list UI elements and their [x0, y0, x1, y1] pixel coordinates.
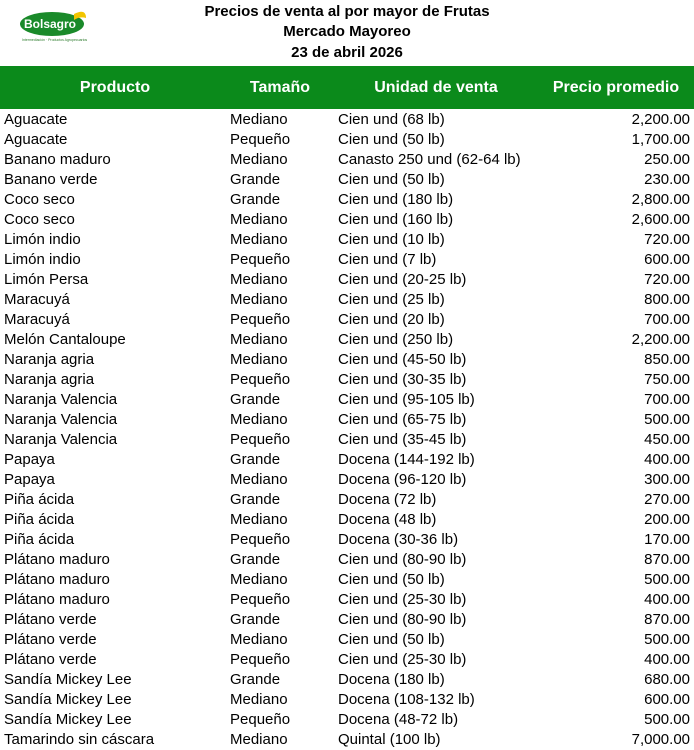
cell-producto: Sandía Mickey Lee	[4, 691, 132, 708]
cell-precio: 600.00	[644, 691, 690, 708]
cell-precio: 7,000.00	[631, 731, 690, 748]
cell-producto: Plátano verde	[4, 611, 97, 628]
cell-precio: 200.00	[644, 511, 690, 528]
cell-precio: 400.00	[644, 451, 690, 468]
cell-unidad: Cien und (50 lb)	[338, 131, 445, 148]
cell-producto: Limón indio	[4, 231, 81, 248]
table-row	[0, 270, 694, 290]
cell-tamano: Mediano	[230, 111, 288, 128]
cell-tamano: Grande	[230, 551, 281, 568]
cell-producto: Sandía Mickey Lee	[4, 671, 132, 688]
cell-precio: 400.00	[644, 591, 690, 608]
cell-unidad: Cien und (160 lb)	[338, 211, 454, 228]
cell-tamano: Mediano	[230, 151, 288, 168]
cell-precio: 680.00	[644, 671, 690, 688]
cell-producto: Banano maduro	[4, 151, 111, 168]
cell-precio: 600.00	[644, 251, 690, 268]
cell-producto: Piña ácida	[4, 531, 75, 548]
table-row	[0, 350, 694, 370]
cell-unidad: Cien und (80-90 lb)	[338, 611, 467, 628]
logo-tagline: Intermediación · Productos Agropecuarios	[22, 38, 88, 42]
cell-unidad: Cien und (25 lb)	[338, 291, 445, 308]
cell-tamano: Mediano	[230, 571, 288, 588]
cell-producto: Plátano maduro	[4, 571, 110, 588]
cell-producto: Naranja Valencia	[4, 391, 118, 408]
cell-producto: Coco seco	[4, 191, 75, 208]
table-row	[0, 490, 694, 510]
cell-unidad: Docena (72 lb)	[338, 491, 437, 508]
cell-unidad: Docena (48-72 lb)	[338, 711, 459, 728]
cell-producto: Tamarindo sin cáscara	[4, 731, 155, 748]
table-row	[0, 590, 694, 610]
table-row	[0, 430, 694, 450]
cell-tamano: Pequeño	[230, 591, 291, 608]
cell-producto: Piña ácida	[4, 491, 75, 508]
cell-precio: 250.00	[644, 151, 690, 168]
cell-unidad: Cien und (50 lb)	[338, 171, 445, 188]
cell-unidad: Cien und (180 lb)	[338, 191, 454, 208]
cell-tamano: Pequeño	[230, 531, 291, 548]
cell-precio: 2,800.00	[631, 191, 690, 208]
cell-producto: Limón indio	[4, 251, 81, 268]
cell-unidad: Cien und (50 lb)	[338, 571, 445, 588]
table-row	[0, 450, 694, 470]
cell-producto: Naranja Valencia	[4, 411, 118, 428]
cell-producto: Papaya	[4, 451, 55, 468]
cell-unidad: Cien und (95-105 lb)	[338, 391, 475, 408]
report-date: 23 de abril 2026	[291, 44, 403, 61]
table-row	[0, 570, 694, 590]
cell-precio: 230.00	[644, 171, 690, 188]
cell-tamano: Grande	[230, 611, 281, 628]
cell-tamano: Mediano	[230, 471, 288, 488]
table-row	[0, 670, 694, 690]
table-row	[0, 510, 694, 530]
cell-precio: 2,600.00	[631, 211, 690, 228]
cell-unidad: Docena (144-192 lb)	[338, 451, 475, 468]
cell-unidad: Cien und (68 lb)	[338, 111, 445, 128]
cell-unidad: Docena (108-132 lb)	[338, 691, 475, 708]
cell-tamano: Mediano	[230, 271, 288, 288]
table-row	[0, 290, 694, 310]
cell-precio: 170.00	[644, 531, 690, 548]
table-row	[0, 730, 694, 750]
cell-unidad: Cien und (250 lb)	[338, 331, 454, 348]
cell-unidad: Docena (96-120 lb)	[338, 471, 467, 488]
cell-precio: 700.00	[644, 311, 690, 328]
cell-unidad: Cien und (20 lb)	[338, 311, 445, 328]
cell-precio: 870.00	[644, 611, 690, 628]
cell-tamano: Pequeño	[230, 371, 291, 388]
table-header	[0, 66, 694, 109]
cell-producto: Aguacate	[4, 131, 68, 148]
cell-tamano: Mediano	[230, 291, 288, 308]
table-row	[0, 630, 694, 650]
cell-producto: Banano verde	[4, 171, 98, 188]
cell-precio: 450.00	[644, 431, 690, 448]
cell-unidad: Cien und (25-30 lb)	[338, 651, 467, 668]
table-row	[0, 690, 694, 710]
cell-tamano: Grande	[230, 171, 281, 188]
table-row	[0, 210, 694, 230]
table-row	[0, 650, 694, 670]
cell-unidad: Cien und (50 lb)	[338, 631, 445, 648]
table-row	[0, 230, 694, 250]
table-row	[0, 390, 694, 410]
cell-producto: Plátano maduro	[4, 591, 110, 608]
cell-producto: Piña ácida	[4, 511, 75, 528]
table-row	[0, 610, 694, 630]
cell-unidad: Quintal (100 lb)	[338, 731, 441, 748]
cell-producto: Maracuyá	[4, 291, 70, 308]
cell-tamano: Mediano	[230, 631, 288, 648]
cell-tamano: Grande	[230, 391, 281, 408]
cell-precio: 720.00	[644, 271, 690, 288]
cell-precio: 800.00	[644, 291, 690, 308]
cell-tamano: Mediano	[230, 691, 288, 708]
cell-tamano: Pequeño	[230, 251, 291, 268]
table-row	[0, 530, 694, 550]
table-row	[0, 190, 694, 210]
cell-precio: 2,200.00	[631, 331, 690, 348]
table-row	[0, 410, 694, 430]
cell-precio: 270.00	[644, 491, 690, 508]
cell-precio: 2,200.00	[631, 111, 690, 128]
table-row	[0, 150, 694, 170]
cell-unidad: Cien und (80-90 lb)	[338, 551, 467, 568]
cell-unidad: Docena (180 lb)	[338, 671, 445, 688]
cell-tamano: Pequeño	[230, 311, 291, 328]
table-row	[0, 110, 694, 130]
cell-precio: 870.00	[644, 551, 690, 568]
logo-text: Bolsagro	[23, 17, 77, 31]
cell-tamano: Mediano	[230, 211, 288, 228]
column-header-producto: Producto	[79, 79, 151, 96]
cell-unidad: Docena (30-36 lb)	[338, 531, 459, 548]
table-row	[0, 470, 694, 490]
cell-tamano: Grande	[230, 191, 281, 208]
report-title: Precios de venta al por mayor de Frutas	[204, 3, 490, 20]
cell-tamano: Pequeño	[230, 131, 291, 148]
cell-unidad: Cien und (35-45 lb)	[338, 431, 467, 448]
cell-producto: Aguacate	[4, 111, 68, 128]
cell-producto: Naranja agria	[4, 351, 95, 368]
cell-precio: 400.00	[644, 651, 690, 668]
table-row	[0, 330, 694, 350]
cell-producto: Sandía Mickey Lee	[4, 711, 132, 728]
cell-unidad: Cien und (25-30 lb)	[338, 591, 467, 608]
cell-precio: 750.00	[644, 371, 690, 388]
cell-producto: Naranja agria	[4, 371, 95, 388]
cell-producto: Melón Cantaloupe	[4, 331, 126, 348]
cell-unidad: Cien und (30-35 lb)	[338, 371, 467, 388]
cell-producto: Limón Persa	[4, 271, 89, 288]
table-row	[0, 370, 694, 390]
cell-precio: 1,700.00	[631, 131, 690, 148]
cell-tamano: Mediano	[230, 411, 288, 428]
cell-tamano: Mediano	[230, 231, 288, 248]
cell-tamano: Pequeño	[230, 431, 291, 448]
cell-unidad: Canasto 250 und (62-64 lb)	[338, 151, 521, 168]
cell-unidad: Cien und (20-25 lb)	[338, 271, 467, 288]
table-row	[0, 170, 694, 190]
cell-precio: 300.00	[644, 471, 690, 488]
cell-producto: Maracuyá	[4, 311, 70, 328]
cell-producto: Plátano verde	[4, 631, 97, 648]
cell-tamano: Grande	[230, 491, 281, 508]
cell-unidad: Cien und (7 lb)	[338, 251, 437, 268]
table-body	[0, 110, 694, 750]
cell-producto: Plátano verde	[4, 651, 97, 668]
table-row	[0, 310, 694, 330]
cell-precio: 500.00	[644, 411, 690, 428]
cell-tamano: Pequeño	[230, 711, 291, 728]
column-header-tamano: Tamaño	[249, 79, 311, 96]
cell-tamano: Grande	[230, 451, 281, 468]
cell-tamano: Mediano	[230, 731, 288, 748]
cell-producto: Naranja Valencia	[4, 431, 118, 448]
cell-precio: 850.00	[644, 351, 690, 368]
report-subtitle: Mercado Mayoreo	[283, 23, 411, 40]
cell-precio: 500.00	[644, 711, 690, 728]
table-row	[0, 250, 694, 270]
table-row	[0, 130, 694, 150]
column-header-precio: Precio promedio	[552, 79, 680, 96]
table-row	[0, 550, 694, 570]
cell-tamano: Pequeño	[230, 651, 291, 668]
cell-tamano: Mediano	[230, 331, 288, 348]
cell-precio: 700.00	[644, 391, 690, 408]
cell-unidad: Docena (48 lb)	[338, 511, 437, 528]
cell-tamano: Mediano	[230, 511, 288, 528]
cell-precio: 500.00	[644, 631, 690, 648]
cell-tamano: Mediano	[230, 351, 288, 368]
cell-precio: 720.00	[644, 231, 690, 248]
cell-tamano: Grande	[230, 671, 281, 688]
cell-producto: Papaya	[4, 471, 55, 488]
cell-producto: Plátano maduro	[4, 551, 110, 568]
cell-unidad: Cien und (45-50 lb)	[338, 351, 467, 368]
column-header-unidad: Unidad de venta	[374, 79, 498, 96]
table-row	[0, 710, 694, 730]
cell-precio: 500.00	[644, 571, 690, 588]
cell-unidad: Cien und (65-75 lb)	[338, 411, 467, 428]
cell-producto: Coco seco	[4, 211, 75, 228]
cell-unidad: Cien und (10 lb)	[338, 231, 445, 248]
